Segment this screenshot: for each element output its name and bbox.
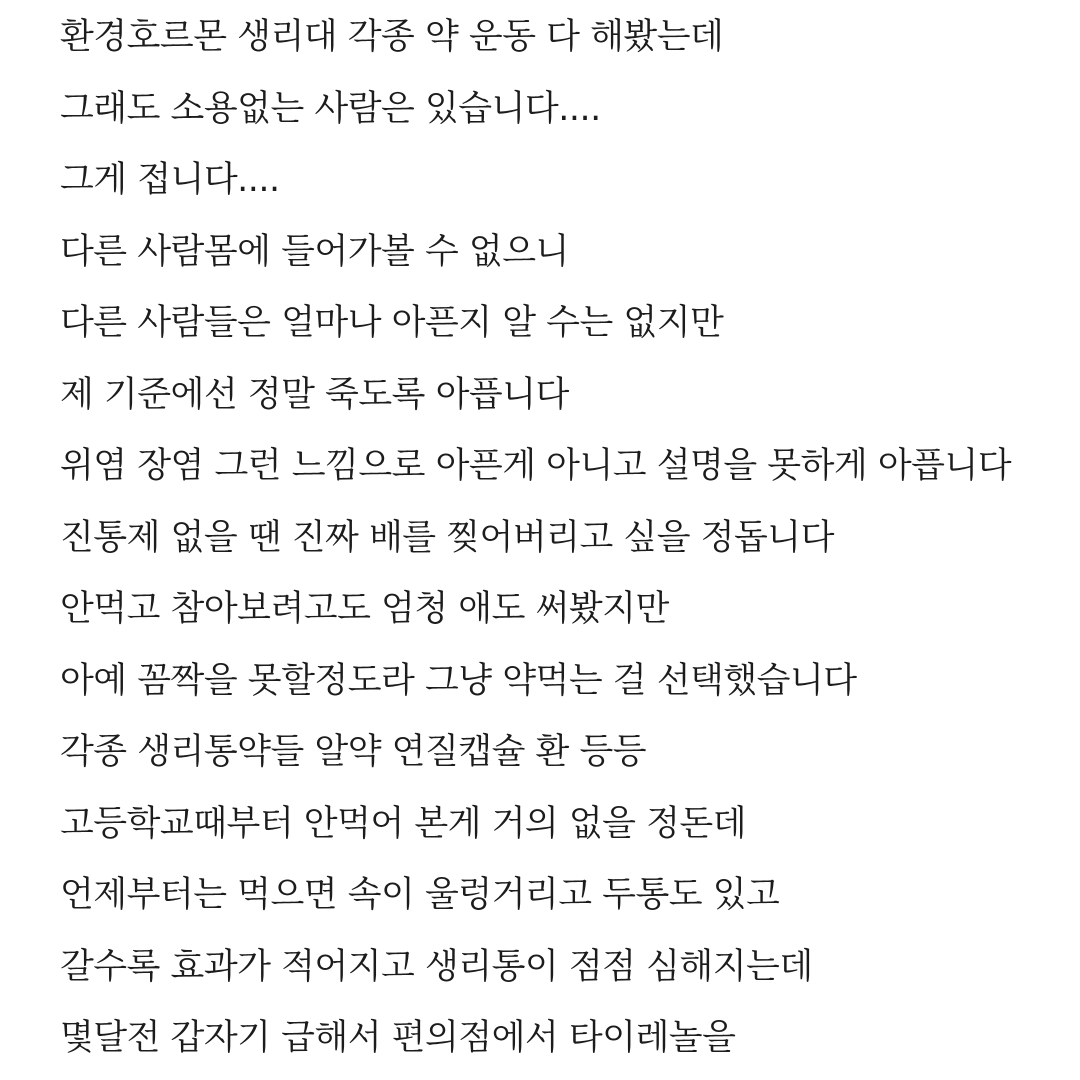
text-line: 그래도 소용없는 사람은 있습니다.... xyxy=(60,88,601,129)
text-line: 고등학교때부터 안먹어 본게 거의 없을 정돈데 xyxy=(60,803,747,844)
text-line: 아예 꼼짝을 못할정도라 그냥 약먹는 걸 선택했습니다 xyxy=(60,660,857,701)
text-line: 다른 사람들은 얼마나 아픈지 알 수는 없지만 xyxy=(60,303,724,343)
text-line: 위염 장염 그런 느낌으로 아픈게 아니고 설명을 못하게 아픕니다 xyxy=(60,446,1012,486)
text-line: 그게 접니다.... xyxy=(60,160,280,200)
text-line: 몇달전 갑자기 급해서 편의점에서 타이레놀을 xyxy=(60,1018,736,1058)
text-line: 각종 생리통약들 알약 연질캡슐 환 등등 xyxy=(60,732,647,772)
text-line: 갈수록 효과가 적어지고 생리통이 점점 심해지는데 xyxy=(60,946,813,987)
text-line: 진통제 없을 땐 진짜 배를 찢어버리고 싶을 정돕니다 xyxy=(60,517,834,558)
text-line: 제 기준에선 정말 죽도록 아픕니다 xyxy=(60,374,569,415)
post-text-body xyxy=(60,0,1060,1075)
text-line: 안먹고 참아보려고도 엄청 애도 써봤지만 xyxy=(60,589,669,629)
text-line: 언제부터는 먹으면 속이 울렁거리고 두통도 있고 xyxy=(60,875,780,915)
text-line: 다른 사람몸에 들어가볼 수 없으니 xyxy=(60,231,569,272)
text-line: 환경호르몬 생리대 각종 약 운동 다 해봤는데 xyxy=(60,17,724,57)
